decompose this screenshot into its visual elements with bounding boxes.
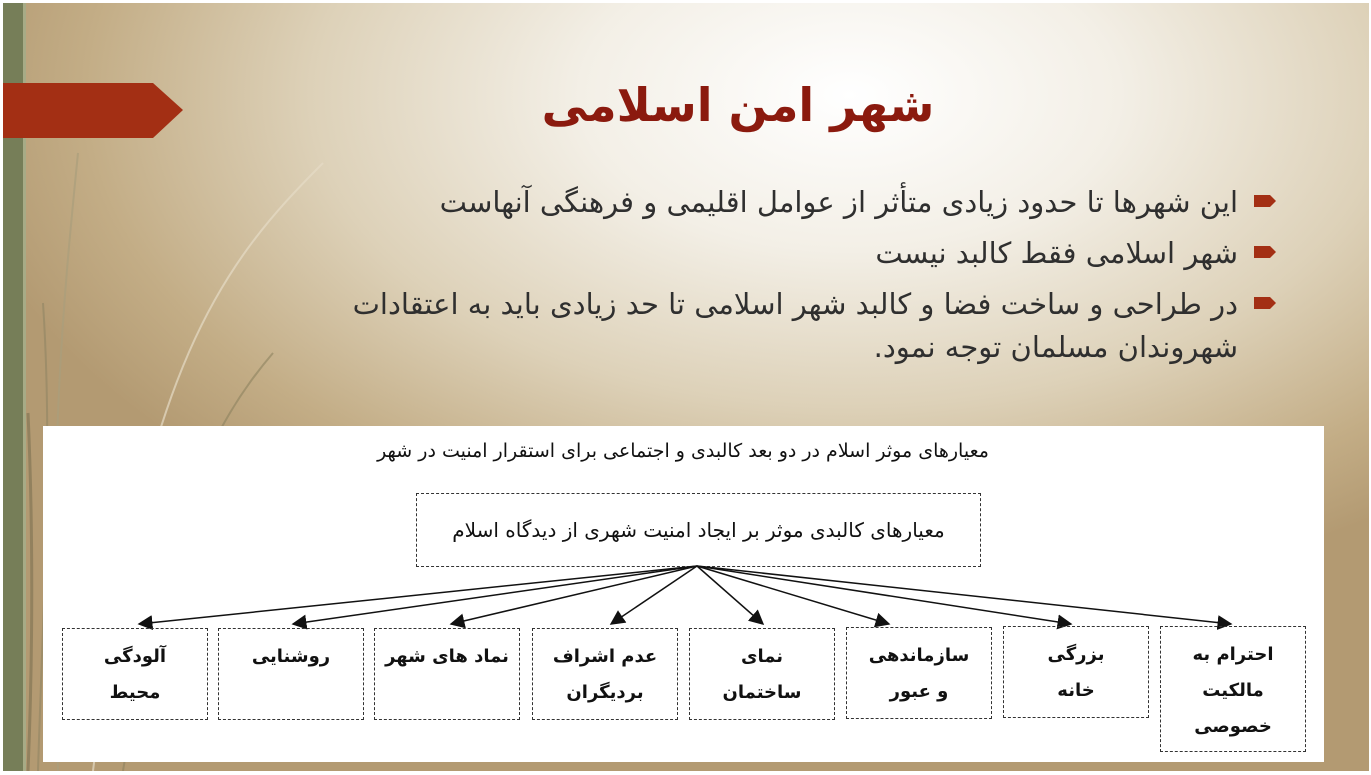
arrow	[697, 566, 889, 624]
arrow	[451, 566, 697, 624]
leaf-box	[1160, 626, 1306, 752]
leaf-line: نمای	[740, 646, 784, 667]
bullet-list	[303, 181, 1238, 377]
leaf-line: بزرگی	[1047, 644, 1105, 665]
leaf-line: و عبور	[889, 681, 949, 702]
leaf-line: مالکیت	[1202, 680, 1264, 701]
figure-caption: معیارهای موثر اسلام در دو بعد کالبدی و اجتماعی برای استقرار امنیت در شهر	[377, 440, 989, 462]
bullet-item	[303, 283, 1238, 369]
leaf-line: روشنایی	[251, 646, 331, 667]
leaf-line: خصوصی	[1194, 716, 1272, 737]
leaf-box	[689, 628, 835, 720]
bullet-arrow-icon	[1254, 246, 1276, 258]
bullet-text: شهر اسلامی فقط کالبد نیست	[875, 236, 1238, 270]
leaf-line: محیط	[109, 682, 161, 703]
leaf-box	[846, 627, 992, 719]
leaf-line: سازماندهی	[868, 645, 970, 666]
slide	[3, 3, 1369, 771]
leaf-box	[374, 628, 520, 720]
leaf-line: ساختمان	[722, 682, 802, 703]
bullet-item	[303, 181, 1238, 224]
arrow	[611, 566, 697, 624]
slide-title: شهر امن اسلامی	[541, 78, 935, 132]
arrow	[293, 566, 697, 624]
leaf-line: بردیگران	[566, 682, 644, 703]
arrow	[139, 566, 697, 624]
leaf-line: عدم اشراف	[552, 646, 658, 667]
arrow	[697, 566, 1231, 624]
diagram-figure	[43, 426, 1324, 762]
leaf-box	[532, 628, 678, 720]
bullet-text: این شهرها تا حدود زیادی متأثر از عوامل اقلیمی و فرهنگی آنهاست	[439, 185, 1238, 219]
leaf-line: خانه	[1057, 680, 1095, 701]
bullet-text: در طراحی و ساخت فضا و کالبد شهر اسلامی تا حد زیادی باید به اعتقادات شهروندان مسلمان توجه نمود.	[352, 287, 1238, 364]
leaf-line: آلودگی	[103, 646, 167, 667]
title-arrow-tab	[3, 83, 183, 138]
bullet-arrow-icon	[1254, 297, 1276, 309]
bullet-item	[303, 232, 1238, 275]
leaf-box	[218, 628, 364, 720]
root-label: معیارهای کالبدی موثر بر ایجاد امنیت شهری از دیدگاه اسلام	[452, 518, 945, 542]
leaf-box	[1003, 626, 1149, 718]
leaf-line: نماد های شهر	[385, 646, 509, 667]
leaf-line: احترام به	[1192, 644, 1274, 665]
bullet-arrow-icon	[1254, 195, 1276, 207]
leaf-box	[62, 628, 208, 720]
